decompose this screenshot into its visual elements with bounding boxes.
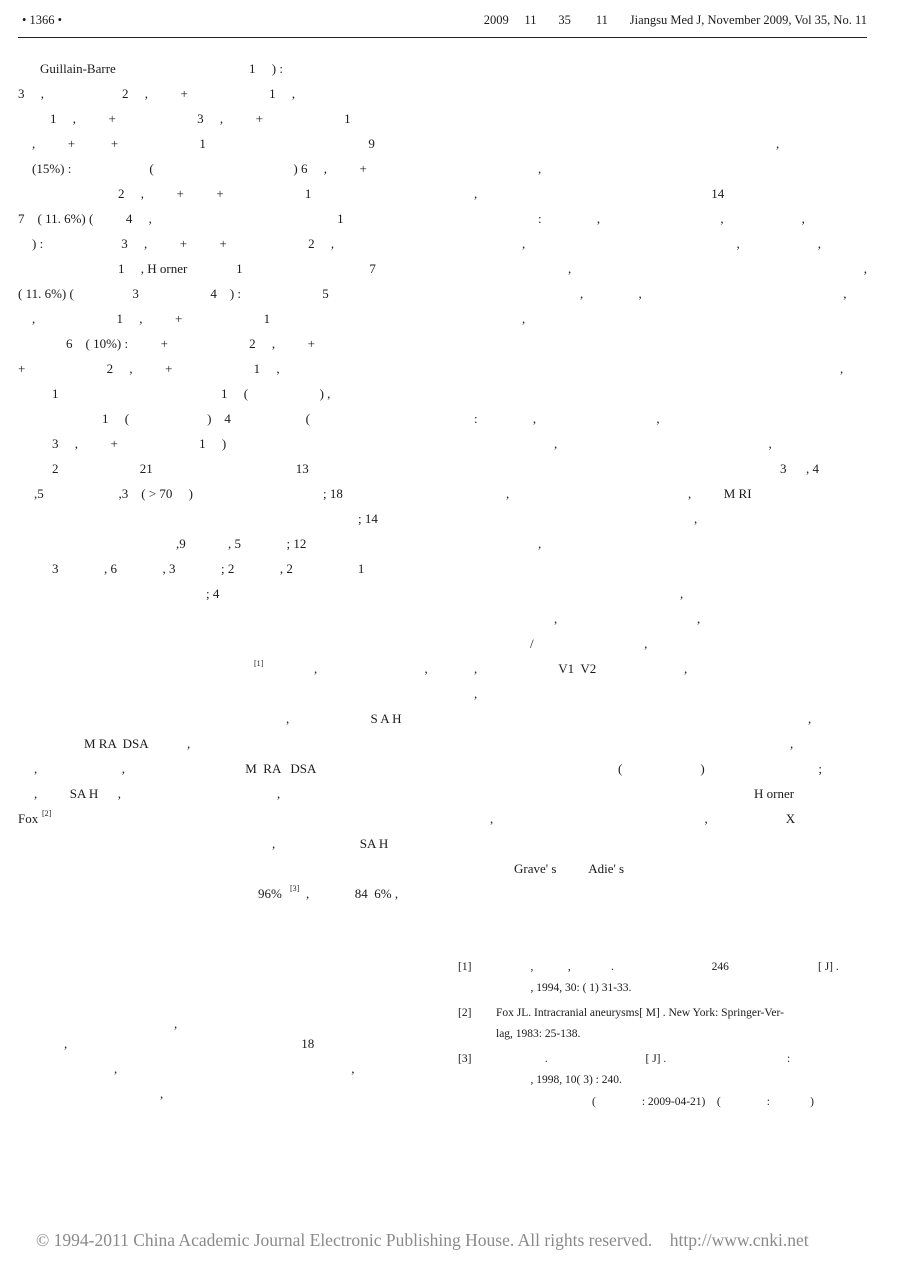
left-line: 1 ( ) 4 ( — [102, 411, 310, 426]
reference-number: [1] — [458, 961, 472, 973]
left-line: , + + 1 9 — [32, 136, 375, 151]
left-line: (15%) : ( ) 6 , + — [32, 161, 367, 176]
right-line: , , X — [490, 811, 796, 826]
left-line: 3 , 2 , + 1 , — [18, 86, 296, 101]
received-date: ( : 2009-04-21) ( : ) — [592, 1096, 814, 1108]
left-line: 3 , 6 , 3 ; 2 , 2 1 — [52, 561, 365, 576]
left-line: , SA H — [272, 836, 389, 851]
right-line: ( ) ; — [618, 761, 823, 776]
right-line: Grave' s Adie' s — [514, 861, 625, 876]
left-line: , 18 — [64, 1036, 315, 1051]
left-line: ,9 , 5 ; 12 — [176, 536, 307, 551]
reference-text: , 1998, 10( 3) : 240. — [496, 1074, 622, 1086]
left-line: Fox — [18, 811, 39, 826]
reference-text: . [ J] . : — [496, 1053, 791, 1065]
right-line: , — [680, 586, 684, 601]
page-header — [0, 0, 907, 40]
citation-ref: [3] — [290, 884, 300, 893]
reference-text: Fox JL. Intracranial aneurysms[ M] . New York: Springer-Ver- — [496, 1007, 784, 1019]
right-line: 3 , 4 — [780, 461, 819, 476]
left-line: 2 , + + 1 — [118, 186, 312, 201]
right-line: , , , — [580, 286, 847, 301]
left-line: ; 14 — [358, 511, 378, 526]
copyright-footer: © 1994-2011 China Academic Journal Electronic Publishing House. All rights reserved. http://www.cnki.net — [36, 1230, 809, 1250]
right-line: / , — [530, 636, 648, 651]
left-line: , 1 , + 1 — [32, 311, 271, 326]
right-line: : , , , — [538, 211, 805, 226]
left-line: + 2 , + 1 , — [18, 361, 280, 376]
right-line: , — [776, 136, 780, 151]
left-line: , S A H — [286, 711, 402, 726]
page-number: • 1366 • — [22, 13, 63, 27]
right-line: : , , — [474, 411, 660, 426]
right-line: , — [790, 736, 794, 751]
right-line: , — [694, 511, 698, 526]
left-line: Guillain-Barre 1 ) : — [40, 61, 283, 76]
citation-ref: [2] — [42, 809, 52, 818]
right-line: , — [474, 686, 478, 701]
left-line: 7 ( 11. 6%) ( 4 , 1 — [18, 211, 344, 226]
right-line: H orner — [754, 786, 795, 801]
left-line: 6 ( 10%) : + 2 , + — [66, 336, 316, 351]
header-rule — [18, 37, 867, 38]
right-line: , — [538, 161, 542, 176]
left-line: 2 21 13 — [52, 461, 309, 476]
left-line: , 84 6% , — [306, 886, 399, 901]
left-line: 1 1 ( ) , — [52, 386, 331, 401]
left-line: M RA DSA , — [84, 736, 191, 751]
left-line: , — [174, 1016, 178, 1031]
left-line: , SA H , , — [34, 786, 281, 801]
right-line: , — [522, 311, 526, 326]
left-line: ) : 3 , + + 2 , — [32, 236, 335, 251]
left-line: ( 11. 6%) ( 3 4 ) : 5 — [18, 286, 329, 301]
left-line: 1 , H orner 1 7 — [118, 261, 376, 276]
left-line: , , — [114, 1061, 355, 1076]
right-line: , — [808, 711, 812, 726]
right-line: , V1 V2 , — [474, 661, 688, 676]
reference-number: [2] — [458, 1007, 472, 1019]
right-line: , , — [554, 436, 772, 451]
citation-ref: [1] — [254, 659, 264, 668]
left-line: ; 4 — [206, 586, 220, 601]
reference-number: [3] — [458, 1053, 472, 1065]
running-head: 2009 11 35 11 Jiangsu Med J, November 2009, Vol 35, No. 11 — [483, 13, 867, 27]
left-line: 1 , + 3 , + 1 — [50, 111, 351, 126]
right-line: , — [538, 536, 542, 551]
right-line: , 14 — [474, 186, 725, 201]
right-line: , — [840, 361, 844, 376]
left-line: , — [160, 1086, 164, 1101]
right-line: , , M RI — [506, 486, 752, 501]
left-line: , , — [314, 661, 428, 676]
left-line: 3 , + 1 ) — [52, 436, 227, 451]
reference-text: , 1994, 30: ( 1) 31-33. — [496, 982, 632, 994]
left-line: 96% — [258, 886, 282, 901]
right-line: , , — [568, 261, 867, 276]
right-line: , , — [554, 611, 701, 626]
right-line: , , , — [522, 236, 821, 251]
reference-text: lag, 1983: 25-138. — [496, 1028, 581, 1040]
reference-text: , , . 246 [ J] . — [496, 961, 839, 973]
left-line: , , M RA DSA — [34, 761, 317, 776]
left-line: ,5 ,3 ( > 70 ) ; 18 — [34, 486, 343, 501]
